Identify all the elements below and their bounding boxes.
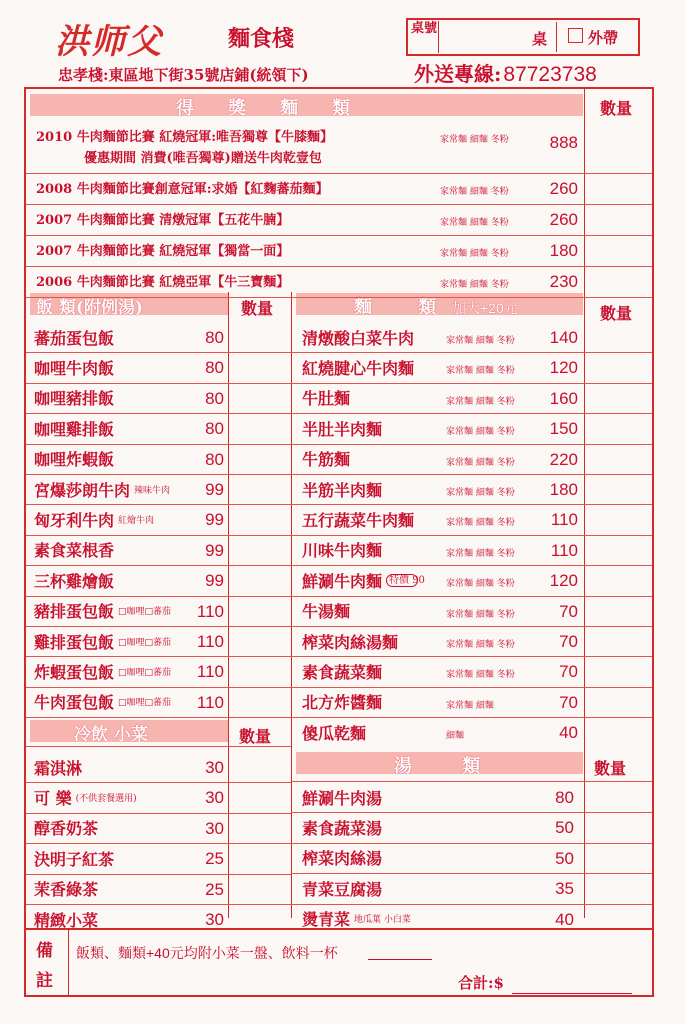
- noodle-item-price: 70: [559, 692, 578, 712]
- table-number-box[interactable]: [406, 18, 640, 56]
- rice-item-name: 豬排蛋包飯: [34, 602, 115, 622]
- soup-item-price: 50: [555, 848, 574, 868]
- rice-item[interactable]: [34, 596, 171, 626]
- drinks-section-title: 冷飲 小菜: [74, 725, 148, 745]
- row-divider: [26, 717, 291, 718]
- noodle-type-options: 家常麵 細麵 冬粉: [446, 457, 515, 468]
- rice-item-note: □咖哩□蕃茄: [118, 667, 172, 678]
- drink-item-price: 30: [205, 818, 224, 838]
- rice-item[interactable]: [34, 656, 171, 686]
- remark-divider: [68, 928, 69, 996]
- rice-item-price: 80: [205, 358, 224, 378]
- soups-qty-header: 數量: [594, 759, 627, 778]
- noodle-item[interactable]: [302, 596, 350, 626]
- drink-item-price: 30: [205, 788, 224, 808]
- brand-name: 洪师父: [55, 22, 163, 62]
- award-item-line: 2006 牛肉麵節比賽 紅燒亞軍【牛三寶麵】: [36, 275, 290, 290]
- drink-item-note: (不供套餐選用): [75, 793, 137, 804]
- noodle-type-options: 家常麵 細麵 冬粉: [440, 218, 509, 228]
- noodle-item-name: 半筋半肉麵: [302, 480, 383, 500]
- award-item-price: 230: [549, 272, 578, 291]
- soup-item-name: 榨菜肉絲湯: [302, 849, 383, 869]
- total-input-line[interactable]: [512, 993, 632, 994]
- rice-item-name: 蕃茄蛋包飯: [34, 328, 115, 348]
- soup-item-name: 青菜豆腐湯: [302, 879, 383, 899]
- noodle-item[interactable]: [302, 413, 382, 443]
- soup-item[interactable]: [302, 873, 382, 903]
- noodle-item[interactable]: [302, 383, 350, 413]
- soup-item-note: 地瓜葉 小白菜: [354, 915, 411, 926]
- drink-item-name: 霜淇淋: [34, 758, 83, 778]
- noodle-type-options: 細麵: [446, 731, 465, 742]
- rice-item-name: 咖哩牛肉飯: [34, 358, 115, 378]
- rice-item-price: 99: [205, 510, 224, 530]
- row-divider: [26, 173, 652, 174]
- noodle-type-options: 家常麵 細麵 冬粉: [446, 488, 515, 498]
- noodle-item-price: 40: [559, 723, 578, 743]
- rice-item[interactable]: [34, 626, 171, 656]
- award-item-price: 260: [549, 210, 578, 229]
- store-address: 忠孝棧:東區地下街35號店鋪(統領下): [58, 66, 309, 84]
- drink-item-name: 可 樂: [34, 788, 72, 808]
- remark-blank-line[interactable]: [368, 959, 432, 960]
- noodle-item[interactable]: [302, 717, 366, 747]
- noodle-upsize-note: 加大+20元: [452, 300, 518, 316]
- drink-item-name: 精緻小菜: [34, 910, 99, 930]
- award-section-title: 得獎麵類: [176, 98, 384, 119]
- noodle-type-options: 家常麵 細麵 冬粉: [446, 366, 515, 377]
- drink-item-name: 決明子紅茶: [34, 849, 115, 869]
- noodle-item[interactable]: [302, 687, 382, 717]
- drink-item-price: 25: [205, 879, 224, 899]
- noodle-item-price: 70: [559, 601, 578, 621]
- noodle-item[interactable]: [302, 352, 414, 382]
- noodle-type-options: 家常麵 細麵 冬粉: [446, 579, 515, 590]
- noodle-type-options: 家常麵 細麵 冬粉: [446, 609, 515, 620]
- noodle-item[interactable]: [302, 565, 425, 595]
- rice-item-price: 80: [205, 388, 224, 408]
- soup-item[interactable]: [302, 782, 382, 812]
- rice-item-name: 宮爆莎朗牛肉: [34, 480, 131, 500]
- noodle-item-name: 牛肚麵: [302, 389, 351, 409]
- noodle-type-options: 家常麵 細麵 冬粉: [446, 427, 515, 438]
- award-qty-header: 數量: [600, 99, 633, 118]
- noodle-item-price: 150: [549, 419, 578, 439]
- drink-item[interactable]: [34, 874, 98, 904]
- rice-item[interactable]: [34, 504, 154, 534]
- noodle-type-options: 家常麵 細麵 冬粉: [446, 336, 515, 346]
- hotline-number: 87723738: [503, 63, 597, 86]
- drink-item-price: 30: [205, 758, 224, 777]
- noodle-item-price: 120: [549, 571, 578, 591]
- noodle-type-options: 家常麵 細麵 冬粉: [446, 548, 515, 559]
- total-label: 合計:$: [458, 974, 504, 992]
- noodle-type-options: 家常麵 細麵 冬粉: [440, 280, 509, 290]
- noodle-item-price: 70: [559, 662, 578, 682]
- noodle-type-options: 家常麵 細麵 冬粉: [440, 135, 509, 145]
- soup-item-name: 鮮涮牛肉湯: [302, 788, 383, 808]
- row-divider: [26, 297, 652, 298]
- noodle-item[interactable]: [302, 322, 414, 352]
- delivery-hotline: [414, 58, 597, 87]
- soup-item-price: 80: [555, 788, 574, 807]
- rice-item[interactable]: [34, 444, 114, 474]
- soup-item-name: 燙青菜: [302, 910, 351, 930]
- rice-item-price: 110: [196, 662, 224, 682]
- noodle-type-options: 家常麵 細麵: [446, 700, 494, 711]
- noodle-item[interactable]: [302, 656, 382, 686]
- row-divider: [26, 746, 291, 747]
- award-item-price: 888: [549, 133, 578, 152]
- drink-item[interactable]: [34, 813, 98, 843]
- rice-item-price: 99: [205, 480, 224, 499]
- rice-item-note: □咖哩□蕃茄: [118, 607, 172, 618]
- noodle-item-name: 榨菜肉絲湯麵: [302, 632, 399, 652]
- noodle-qty-header: 數量: [600, 304, 633, 323]
- rice-item-name: 牛肉蛋包飯: [34, 693, 115, 713]
- noodle-item-price: 120: [549, 358, 578, 378]
- rice-item-note: 辣味牛肉: [134, 485, 171, 496]
- rice-item-note: □咖哩□蕃茄: [118, 698, 172, 709]
- rice-item-price: 110: [196, 601, 224, 621]
- noodle-item-name: 五行蔬菜牛肉麵: [302, 510, 415, 530]
- noodle-item-name: 牛筋麵: [302, 450, 351, 470]
- row-divider: [26, 235, 652, 236]
- soup-item-price: 50: [555, 818, 574, 838]
- rice-item-name: 咖哩豬排飯: [34, 389, 115, 409]
- table-number-label: 桌號: [410, 21, 439, 53]
- soups-section-title: 湯 類: [394, 756, 503, 777]
- noodle-item-name: 鮮涮牛肉麵: [302, 571, 383, 591]
- drink-item-name: 茉香綠茶: [34, 880, 99, 900]
- soup-item-price: 35: [555, 879, 574, 899]
- soup-item[interactable]: [302, 812, 382, 842]
- rice-item-name: 三杯雞燴飯: [34, 571, 115, 591]
- special-price-badge: 特價 90: [386, 574, 418, 587]
- rice-item[interactable]: [34, 687, 171, 717]
- noodle-type-options: 家常麵 細麵 冬粉: [446, 670, 515, 681]
- rice-item-name: 咖哩雞排飯: [34, 419, 115, 439]
- rice-qty-divider: [228, 292, 229, 918]
- drink-item-price: 25: [205, 849, 224, 869]
- rice-item[interactable]: [34, 383, 114, 413]
- noodle-item-name: 北方炸醬麵: [302, 693, 383, 713]
- drink-item-name: 醇香奶茶: [34, 819, 99, 839]
- remark-text: 飯類、麵類+40元均附小菜一盤、飲料一杯: [76, 945, 338, 961]
- noodle-type-options: 家常麵 細麵 冬粉: [446, 396, 515, 407]
- noodle-type-options: 家常麵 細麵 冬粉: [446, 518, 515, 529]
- rice-item-price: 110: [196, 692, 224, 712]
- noodle-item-name: 素食蔬菜麵: [302, 662, 383, 682]
- rice-section-title: 飯 類(附例湯): [36, 298, 144, 318]
- award-qty-divider: [584, 89, 585, 292]
- drink-item[interactable]: [34, 843, 114, 873]
- rice-item[interactable]: [34, 413, 114, 443]
- noodle-type-options: 家常麵 細麵 冬粉: [440, 249, 509, 259]
- row-divider: [26, 266, 652, 267]
- award-item-price: 180: [549, 241, 578, 260]
- rice-item-name: 雞排蛋包飯: [34, 632, 115, 652]
- rice-item-price: 99: [205, 540, 224, 560]
- rice-item[interactable]: [34, 322, 114, 352]
- noodle-item-name: 半肚半肉麵: [302, 419, 383, 439]
- award-item-line: 2007 牛肉麵節比賽 紅燒冠軍【獨當一面】: [36, 244, 290, 259]
- rice-item[interactable]: [34, 352, 114, 382]
- hotline-label: 外送專線:: [414, 62, 502, 86]
- award-item-price: 260: [549, 179, 578, 198]
- rice-item-price: 99: [205, 571, 224, 591]
- noodle-item-price: 180: [549, 480, 578, 499]
- noodle-item[interactable]: [302, 504, 414, 534]
- noodle-item-price: 110: [550, 540, 578, 560]
- row-divider: [26, 204, 652, 205]
- rice-item[interactable]: [34, 565, 114, 595]
- takeout-label: 外帶: [588, 29, 619, 47]
- rice-item-name: 咖哩炸蝦飯: [34, 450, 115, 470]
- drink-item[interactable]: [34, 782, 137, 812]
- table-unit: 桌: [532, 30, 548, 48]
- noodle-item-price: 220: [549, 449, 578, 469]
- divider: [556, 22, 557, 52]
- noodle-item[interactable]: [302, 626, 398, 656]
- noodle-type-options: 家常麵 細麵 冬粉: [440, 187, 509, 197]
- noodle-item[interactable]: [302, 535, 382, 565]
- drink-item-price: 30: [205, 910, 224, 929]
- drink-item[interactable]: [34, 904, 98, 934]
- rice-item-price: 80: [205, 449, 224, 469]
- noodle-qty-divider: [584, 292, 585, 918]
- award-item-line: 2010 牛肉麵節比賽 紅燒冠軍:唯吾獨尊【牛膝麵】: [36, 130, 334, 145]
- takeout-checkbox[interactable]: [568, 28, 583, 43]
- noodle-item-price: 70: [559, 632, 578, 651]
- noodle-item[interactable]: [302, 474, 382, 504]
- brand-subtitle: 麵食棧: [228, 26, 295, 52]
- noodle-item-name: 紅燒腱心牛肉麵: [302, 358, 415, 378]
- middle-divider: [291, 292, 292, 918]
- rice-item-note: □咖哩□蕃茄: [118, 637, 172, 648]
- noodle-item-name: 川味牛肉麵: [302, 541, 383, 561]
- noodle-item-name: 清燉酸白菜牛肉: [302, 328, 415, 348]
- noodle-section-title: 麵 類: [354, 297, 457, 318]
- noodle-item-name: 傻瓜乾麵: [302, 723, 367, 743]
- drinks-qty-header: 數量: [239, 727, 272, 746]
- award-item-line: 2007 牛肉麵節比賽 清燉冠軍【五花牛腩】: [36, 213, 290, 228]
- rice-item[interactable]: [34, 474, 170, 504]
- rice-item-name: 素食菜根香: [34, 541, 115, 561]
- soup-item-price: 40: [555, 909, 574, 929]
- noodle-item-price: 110: [550, 510, 578, 530]
- rice-item-note: 紅燴牛肉: [118, 515, 155, 526]
- soup-item[interactable]: [302, 843, 382, 873]
- rice-item-price: 80: [205, 328, 224, 347]
- remark-label: 備註: [36, 941, 53, 991]
- rice-item[interactable]: [34, 535, 114, 565]
- rice-item-name: 炸蝦蛋包飯: [34, 662, 115, 682]
- noodle-item-price: 160: [549, 388, 578, 408]
- rice-qty-header: 數量: [241, 299, 274, 318]
- drink-item[interactable]: [34, 752, 82, 782]
- rice-item-price: 80: [205, 419, 224, 439]
- soup-item[interactable]: [302, 904, 411, 934]
- award-item-line: 2008 牛肉麵節比賽創意冠軍:求婚【紅麴蕃茄麵】: [36, 182, 329, 197]
- noodle-item-price: 140: [549, 328, 578, 347]
- rice-item-name: 匈牙利牛肉: [34, 510, 115, 530]
- rice-item-price: 110: [196, 632, 224, 651]
- noodle-type-options: 家常麵 細麵 冬粉: [446, 640, 515, 650]
- soup-item-name: 素食蔬菜湯: [302, 818, 383, 838]
- award-item-promo: 優惠期間 消費(唯吾獨尊)贈送牛肉乾壹包: [84, 151, 322, 166]
- noodle-item[interactable]: [302, 444, 350, 474]
- noodle-item-name: 牛湯麵: [302, 602, 351, 622]
